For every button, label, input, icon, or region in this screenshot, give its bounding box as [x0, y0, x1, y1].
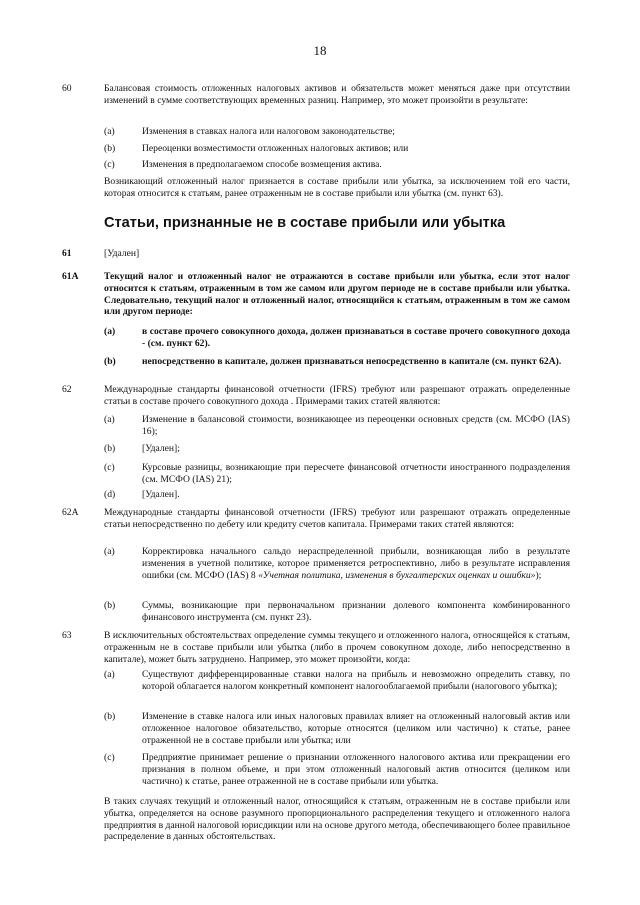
item-label: (a) — [104, 126, 115, 137]
paragraph-62-intro: Международные стандарты финансовой отчетности (IFRS) требуют или разрешают отражать определенные статьи в составе прочего совокупного дохода . Примерами таких статей являются: — [104, 384, 570, 407]
standard-title-italic: «Учетная политика, изменения в бухгалтерских оценках и ошибки» — [258, 569, 536, 581]
list-item: Предприятие принимает решение о признании отложенного налогового актива или прекращении его признания в полном объеме, и при этом отложенный налоговый актив относится (целиком или частично) к статье, ранее отраженной не в составе прибыли или убытка. — [142, 752, 570, 787]
paragraph-60-closing: Возникающий отложенный налог признается в составе прибыли или убытка, за исключением той его части, которая относится к статьям, ранее отраженным не в составе прибыли или убытка (см. пункт 63). — [104, 176, 570, 199]
paragraph-61a-intro: Текущий налог и отложенный налог не отражаются в составе прибыли или убытка, если этот налог относится к статьям, отраженным в том же самом или другом периоде не в составе прибыли или убытка. Следовательно, текущий налог и отложенный налог, относящийся к статьям, отраженным в том же самом или другом периоде: — [104, 271, 570, 318]
item-label: (c) — [104, 159, 115, 170]
section-heading: Статьи, признанные не в составе прибыли или убытка — [104, 215, 506, 231]
paragraph-60-intro: Балансовая стоимость отложенных налоговых активов и обязательств может меняться даже при отсутствии изменений в сумме соответствующих временных разниц. Например, это может произойти в результате: — [104, 83, 570, 106]
item-label: (d) — [104, 489, 116, 500]
paragraph-number-60: 60 — [62, 83, 72, 94]
item-label: (c) — [104, 462, 115, 473]
paragraph-62a-intro: Международные стандарты финансовой отчетности (IFRS) требуют или разрешают отражать определенные статьи непосредственно по дебету или кредиту счетов капитала. Примерами таких статей являются: — [104, 507, 570, 530]
list-item: непосредственно в капитале, должен признаваться непосредственно в капитале (см. пункт 62А). — [142, 356, 562, 367]
list-item: Существуют дифференцированные ставки налога на прибыль и невозможно определить ставку, по которой облагается налогом конкретный компонент налогооблагаемой прибыли (налогового убытка); — [142, 669, 570, 692]
paragraph-63-closing: В таких случаях текущий и отложенный налог, относящийся к статьям, отраженным не в составе прибыли или убытка, определяется на основе разумного пропорционального распределения текущего и отложенного налога предприятия в данной налоговой юрисдикции или на основе другого метода, обеспечивающего более правильное распределение в данных обстоятельствах. — [104, 796, 570, 843]
list-item: Изменение в балансовой стоимости, возникающее из переоценки основных средств (см. МСФО (IAS) 16); — [142, 414, 570, 437]
list-item-tail: ); — [535, 569, 542, 581]
paragraph-number-63: 63 — [62, 630, 72, 641]
item-label: (b) — [104, 143, 116, 154]
list-item: Изменения в ставках налога или налоговом законодательстве; — [142, 126, 395, 137]
list-item: [Удален]; — [142, 443, 180, 454]
item-label: (c) — [104, 752, 115, 763]
list-item — [142, 546, 570, 581]
item-label: (a) — [104, 546, 115, 557]
list-item: Курсовые разницы, возникающие при пересчете финансовой отчетности иностранного подразделения (см. МСФО (IAS) 21); — [142, 462, 570, 485]
list-item: Изменения в предполагаемом способе возмещения актива. — [142, 159, 382, 170]
list-item-text: Корректировка начального сальдо нераспределенной прибыли, возникающая либо в результате изменения в учетной политике, которое применяется ретроспективно, либо в результате исправления ошибки (см. МСФО (IAS) 8 — [142, 546, 570, 581]
item-label: (a) — [104, 669, 115, 680]
item-label: (a) — [104, 414, 115, 425]
list-item: Суммы, возникающие при первоначальном признании долевого компонента комбинированного финансового инструмента (см. пункт 23). — [142, 600, 570, 623]
paragraph-number-62: 62 — [62, 384, 72, 395]
item-label: (b) — [104, 356, 116, 367]
item-label: (a) — [104, 326, 116, 337]
paragraph-number-62a: 62A — [62, 507, 79, 518]
paragraph-number-61: 61 — [62, 248, 72, 259]
paragraph-63-intro: В исключительных обстоятельствах определение суммы текущего и отложенного налога, относящейся к статьям, отраженным не в составе прибыли или убытка (либо в прочем совокупном доходе, либо непосредственно в капитале), может быть затруднено. Например, это может произойти, когда: — [104, 630, 570, 665]
item-label: (b) — [104, 600, 116, 611]
list-item: в составе прочего совокупного дохода, должен признаваться в составе прочего совокупного дохода - (см. пункт 62). — [142, 326, 570, 349]
paragraph-61-text: [Удален] — [104, 248, 140, 259]
item-label: (b) — [104, 443, 116, 454]
item-label: (b) — [104, 711, 116, 722]
page-number: 18 — [313, 43, 327, 58]
list-item: Изменение в ставке налога или иных налоговых правилах влияет на отложенный налоговый актив или отложенное налоговое обязательство, которые относятся (целиком или частично) к статье, ранее отраженной не в составе прибыли или убытка; или — [142, 711, 570, 746]
list-item: [Удален]. — [142, 489, 180, 500]
paragraph-number-61a: 61A — [62, 271, 79, 282]
list-item: Переоценки возместимости отложенных налоговых активов; или — [142, 143, 409, 154]
